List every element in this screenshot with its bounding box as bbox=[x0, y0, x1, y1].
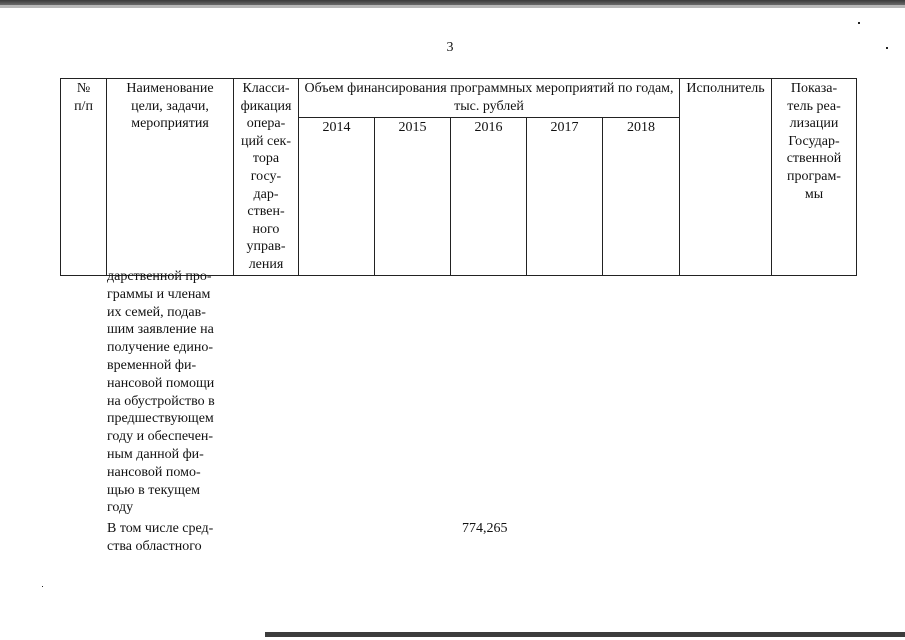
header-financing-volume: Объем финансирования программных мероприятий по годам, тыс. рублей bbox=[299, 79, 680, 118]
header-year-2018: 2018 bbox=[603, 118, 680, 275]
page-number: 3 bbox=[446, 40, 454, 55]
header-year-2016: 2016 bbox=[451, 118, 527, 275]
program-table-header bbox=[60, 78, 857, 276]
header-number: № п/п bbox=[61, 79, 107, 276]
row-name-continuation: дарственной про- граммы и членам их семей, подав- шим заявление на получение едино- временной фи- нансовой помощи на обустройство в предшествующем году и обеспечен- ным данной фи- нансовой помо- щью в текущем году bbox=[107, 269, 215, 516]
scan-edge-top-light bbox=[0, 5, 905, 8]
header-year-2015: 2015 bbox=[375, 118, 451, 275]
header-executor: Исполнитель bbox=[680, 79, 772, 276]
scan-speck bbox=[886, 47, 888, 49]
header-year-2014: 2014 bbox=[299, 118, 375, 275]
header-indicator: Показа- тель реа- лизации Государ- ственной програм- мы bbox=[772, 79, 857, 276]
header-name: Наименование цели, задачи, мероприятия bbox=[107, 79, 234, 276]
including-regional-funds-label: В том числе сред- ства областного bbox=[107, 521, 214, 554]
scan-speck bbox=[42, 586, 43, 587]
scan-edge-bottom bbox=[265, 632, 905, 637]
header-year-2017: 2017 bbox=[527, 118, 603, 275]
scan-speck bbox=[858, 22, 860, 24]
header-classification: Класси- фикация опера- ций сек- тора госу- дар- ствен- ного управ- ления bbox=[234, 79, 299, 276]
financing-amount: 774,265 bbox=[462, 521, 508, 536]
